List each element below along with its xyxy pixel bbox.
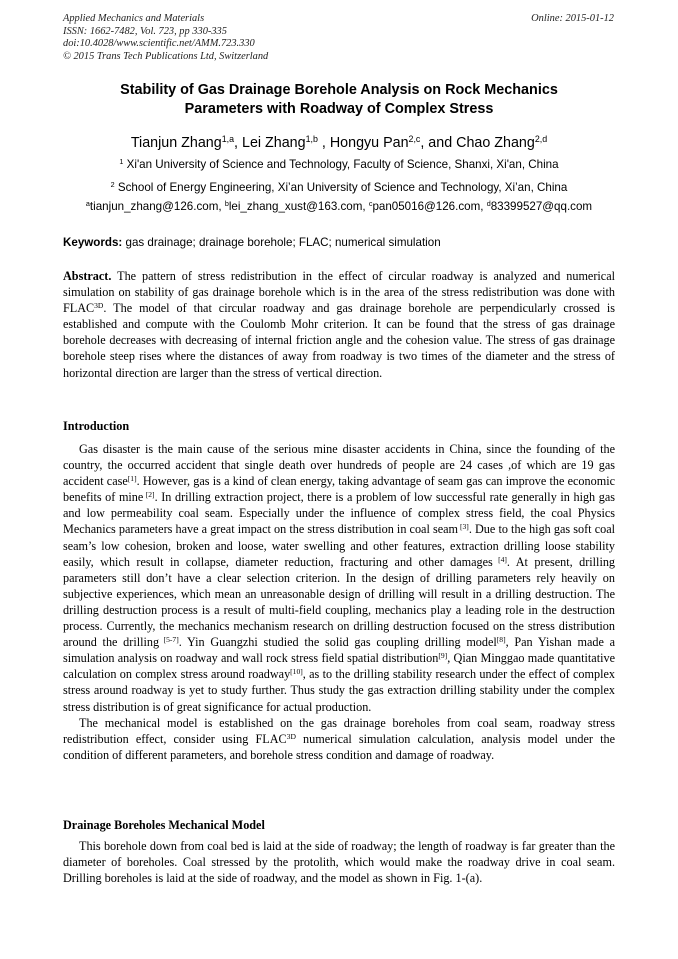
paragraph: This borehole down from coal bed is laid at the side of roadway; the length of roadway is far greater than the diameter of boreholes. Coal stressed by the protolith, which would make the roadway drive in coal seam. Drilling boreholes is laid at the side of roadway, and the model as shown in Fig. 1-(a). <box>63 839 615 886</box>
journal-name: Applied Mechanics and Materials <box>63 13 205 24</box>
drainage-model-body <box>63 838 615 886</box>
citation[interactable]: [10] <box>290 667 303 677</box>
abstract-sup: 3D <box>94 301 104 311</box>
citation[interactable]: [5-7] <box>159 634 179 644</box>
title-line-2: Parameters with Roadway of Complex Stress <box>184 101 494 117</box>
copyright-line: © 2015 Trans Tech Publications Ltd, Switzerland <box>63 50 269 62</box>
author-affil-marker: 2,c <box>408 134 421 145</box>
section-heading-drainage-model: Drainage Boreholes Mechanical Model <box>63 818 265 832</box>
email-link[interactable]: 83399527@qq.com <box>490 200 593 213</box>
paragraph-text: numerical simulation calculation, analysis model under the condition of different parameters, and borehole stress condition and damage of roadway. <box>63 731 615 762</box>
author-name: , and Chao Zhang <box>420 135 535 151</box>
paragraph-text: , Qian Minggao made quantitative calculation on complex stress around roadway <box>63 651 615 682</box>
email-marker: a <box>85 199 90 209</box>
email-marker: d <box>486 199 491 209</box>
paragraph-text: . Due to the high gas soft coal seam’s low cohesion, broken and loose, water swelling and other features, extraction drilling loose stability easily, which result in collapse, diameter reduction, fracturing and other damages <box>63 522 615 569</box>
email-marker: c <box>368 199 373 209</box>
issn-line: ISSN: 1662-7482, Vol. 723, pp 330-335 <box>63 25 227 37</box>
paragraph-text: . At present, drilling parameters still don’t have a clear selection criterion. In the design of drilling parameters rely heavily on subjective experiences, which mean an unreasonable design of drilling will result in a drilling destruction. The drilling destruction process is a result of multi-field coupling, mechanics play a leading role in the destruction process. Currently, the mechanics mechanism research on drilling destruction focused on the stress distribution around the drilling <box>63 554 616 650</box>
abstract-text: The pattern of stress redistribution in the effect of circular roadway is analyzed and numerical simulation on stability of gas drainage borehole which is in the area of the stress redistribution was done with FLAC <box>63 269 615 316</box>
citation[interactable]: [1] <box>127 474 137 484</box>
affil-marker: 1 <box>119 157 124 167</box>
paragraph <box>63 441 615 715</box>
affiliation-1 <box>63 158 615 172</box>
author-affil-marker: 1,b <box>305 134 318 145</box>
affil-text: School of Energy Engineering, Xi’an University of Science and Technology, Xi’an, China <box>114 181 568 194</box>
abstract-label: Abstract. <box>63 269 112 283</box>
author-name: , Hongyu Pan <box>317 135 409 151</box>
citation[interactable]: [2] <box>143 490 155 500</box>
abstract <box>63 268 615 381</box>
paragraph-text: . Yin Guangzhi studied the solid gas coupling drilling model <box>178 635 497 650</box>
title-line-1: Stability of Gas Drainage Borehole Analysis on Rock Mechanics <box>120 82 558 98</box>
author-affil-marker: 1,a <box>221 134 235 145</box>
author-affil-marker: 2,d <box>534 134 548 145</box>
online-date-text: Online: 2015-01-12 <box>531 13 614 24</box>
author-list <box>63 134 615 152</box>
email-marker: b <box>224 199 229 209</box>
citation[interactable]: [3] <box>458 522 469 532</box>
paragraph <box>63 715 615 763</box>
paragraph-text: Gas disaster is the main cause of the serious mine disaster accidents in China, since the founding of the country, the occurred accident that single death over hundreds of people are 24 cases ,of which are 19 gas accident case <box>63 442 615 489</box>
keywords-text: gas drainage; drainage borehole; FLAC; numerical simulation <box>122 236 441 249</box>
paragraph-text: . However, gas is a kind of clean energy, taking advantage of seam gas can improve the economic benefits of mine <box>63 474 615 505</box>
author-name: Tianjun Zhang <box>130 135 222 151</box>
abstract-text: . The model of that circular roadway and gas drainage borehole are perpendicularly crossed is established and compute with the Coulomb Mohr criterion. It can be found that the stress of gas drainage borehole decreases with decreasing of internal friction angle and the cohesion value. The stress of gas drainage borehole steep rises where the distances of away from roadway is two times of the diameter and the stress of horizontal direction are larger than the stress of vertical direction. <box>63 301 615 380</box>
affiliation-2 <box>63 181 615 195</box>
paragraph-text: , as to the drilling stability research under the effect of complex stress around roadway is yet to study further. Thus study the gas extraction drilling stability under the complex stress distribution is of great significance for actual production. <box>63 667 615 714</box>
keywords-label: Keywords: <box>63 236 123 249</box>
section-heading-introduction: Introduction <box>63 419 130 433</box>
email-link[interactable]: tianjun_zhang@126.com, <box>89 200 225 213</box>
email-link[interactable]: pan05016@126.com, <box>372 200 487 213</box>
citation[interactable]: [9] <box>438 651 448 661</box>
paragraph-text: The mechanical model is established on the gas drainage boreholes from coal seam, roadway stress redistribution effect, consider using FLAC <box>63 715 615 746</box>
paragraph-text: . In drilling extraction project, there is a problem of low successful rate generally in high gas and low permeability coal seam. Especially under the influence of complex stress field, the coal Physics Mechanics parameters have a great impact on the stress distribution in coal seam <box>63 490 615 537</box>
journal-header <box>63 13 268 63</box>
introduction-body <box>63 441 615 763</box>
superscript: 3D <box>286 731 296 741</box>
email-link[interactable]: lei_zhang_xust@163.com, <box>228 200 369 213</box>
online-date <box>531 13 614 26</box>
author-name: , Lei Zhang <box>234 135 306 151</box>
paragraph-text: , Pan Yishan made a simulation analysis on roadway and wall rock stress field spatial distribution <box>63 635 616 666</box>
affil-text: Xi'an University of Science and Technology, Faculty of Science, Shanxi, Xi'an, China <box>123 158 559 171</box>
citation[interactable]: [4] <box>492 554 507 564</box>
affil-marker: 2 <box>110 180 115 190</box>
author-emails <box>63 200 615 214</box>
keywords <box>63 236 441 250</box>
paper-title <box>63 81 615 119</box>
doi-line[interactable]: doi:10.4028/www.scientific.net/AMM.723.330 <box>63 38 255 50</box>
citation[interactable]: [8] <box>496 634 506 644</box>
